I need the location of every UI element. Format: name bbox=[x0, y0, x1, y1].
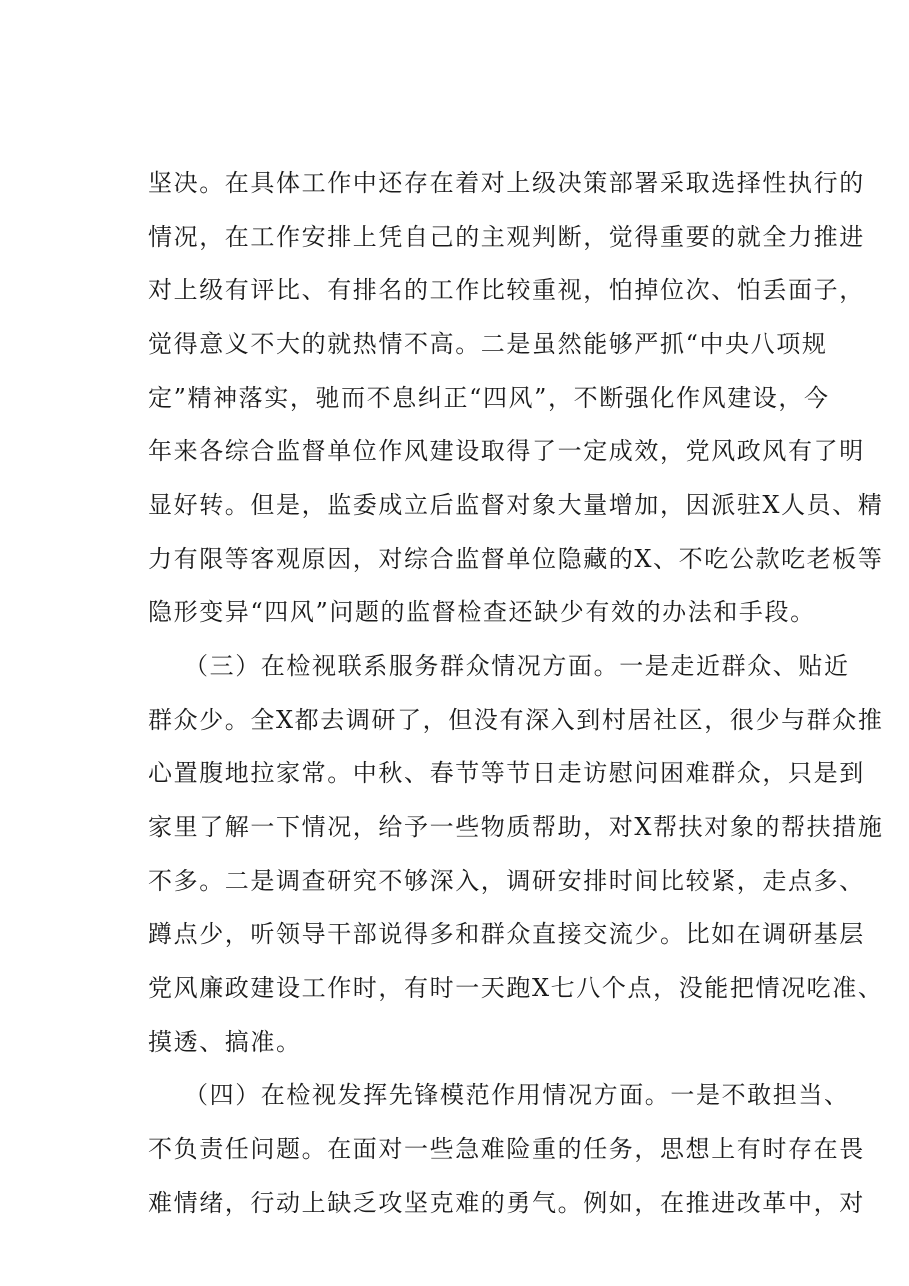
paragraph-line: 心置腹地拉家常。中秋、春节等节日走访慰问困难群众，只是到 bbox=[148, 759, 865, 787]
paragraph-line: 情况，在工作安排上凭自己的主观判断，觉得重要的就全力推进 bbox=[148, 223, 865, 251]
paragraph-line: 摸透、搞准。 bbox=[148, 1028, 302, 1056]
paragraph-line: 党风廉政建设工作时，有时一天跑X七八个点，没能把情况吃准、 bbox=[148, 974, 884, 1002]
paragraph-line: 家里了解一下情况，给予一些物质帮助，对X帮扶对象的帮扶措施 bbox=[148, 813, 884, 841]
paragraph-line: 不负责任问题。在面对一些急难险重的任务，思想上有时存在畏 bbox=[148, 1135, 865, 1163]
paragraph-line: 觉得意义不大的就热情不高。二是虽然能够严抓“中央八项规 bbox=[148, 330, 828, 358]
paragraph-line: 定”精神落实，驰而不息纠正“四风”，不断强化作风建设，今 bbox=[148, 384, 830, 412]
paragraph-line: 蹲点少，听领导干部说得多和群众直接交流少。比如在调研基层 bbox=[148, 920, 865, 948]
paragraph-line: 不多。二是调查研究不够深入，调研安排时间比较紧，走点多、 bbox=[148, 867, 865, 895]
paragraph-line: 群众少。全X都去调研了，但没有深入到村居社区，很少与群众推 bbox=[148, 706, 884, 734]
paragraph-line: 显好转。但是，监委成立后监督对象大量增加，因派驻X人员、精 bbox=[148, 491, 884, 519]
section-heading-line: （四）在检视发挥先锋模范作用情况方面。一是不敢担当、 bbox=[184, 1081, 850, 1109]
paragraph-line: 隐形变异“四风”问题的监督检查还缺少有效的办法和手段。 bbox=[148, 598, 816, 626]
paragraph-line: 年来各综合监督单位作风建设取得了一定成效，党风政风有了明 bbox=[148, 437, 865, 465]
paragraph-line: 力有限等客观原因，对综合监督单位隐藏的X、不吃公款吃老板等 bbox=[148, 545, 884, 573]
paragraph-line: 难情绪，行动上缺乏攻坚克难的勇气。例如，在推进改革中，对 bbox=[148, 1189, 865, 1217]
section-heading-line: （三）在检视联系服务群众情况方面。一是走近群众、贴近 bbox=[184, 652, 850, 680]
paragraph-line: 坚决。在具体工作中还存在着对上级决策部署采取选择性执行的 bbox=[148, 169, 865, 197]
paragraph-line: 对上级有评比、有排名的工作比较重视，怕掉位次、怕丢面子， bbox=[148, 276, 865, 304]
